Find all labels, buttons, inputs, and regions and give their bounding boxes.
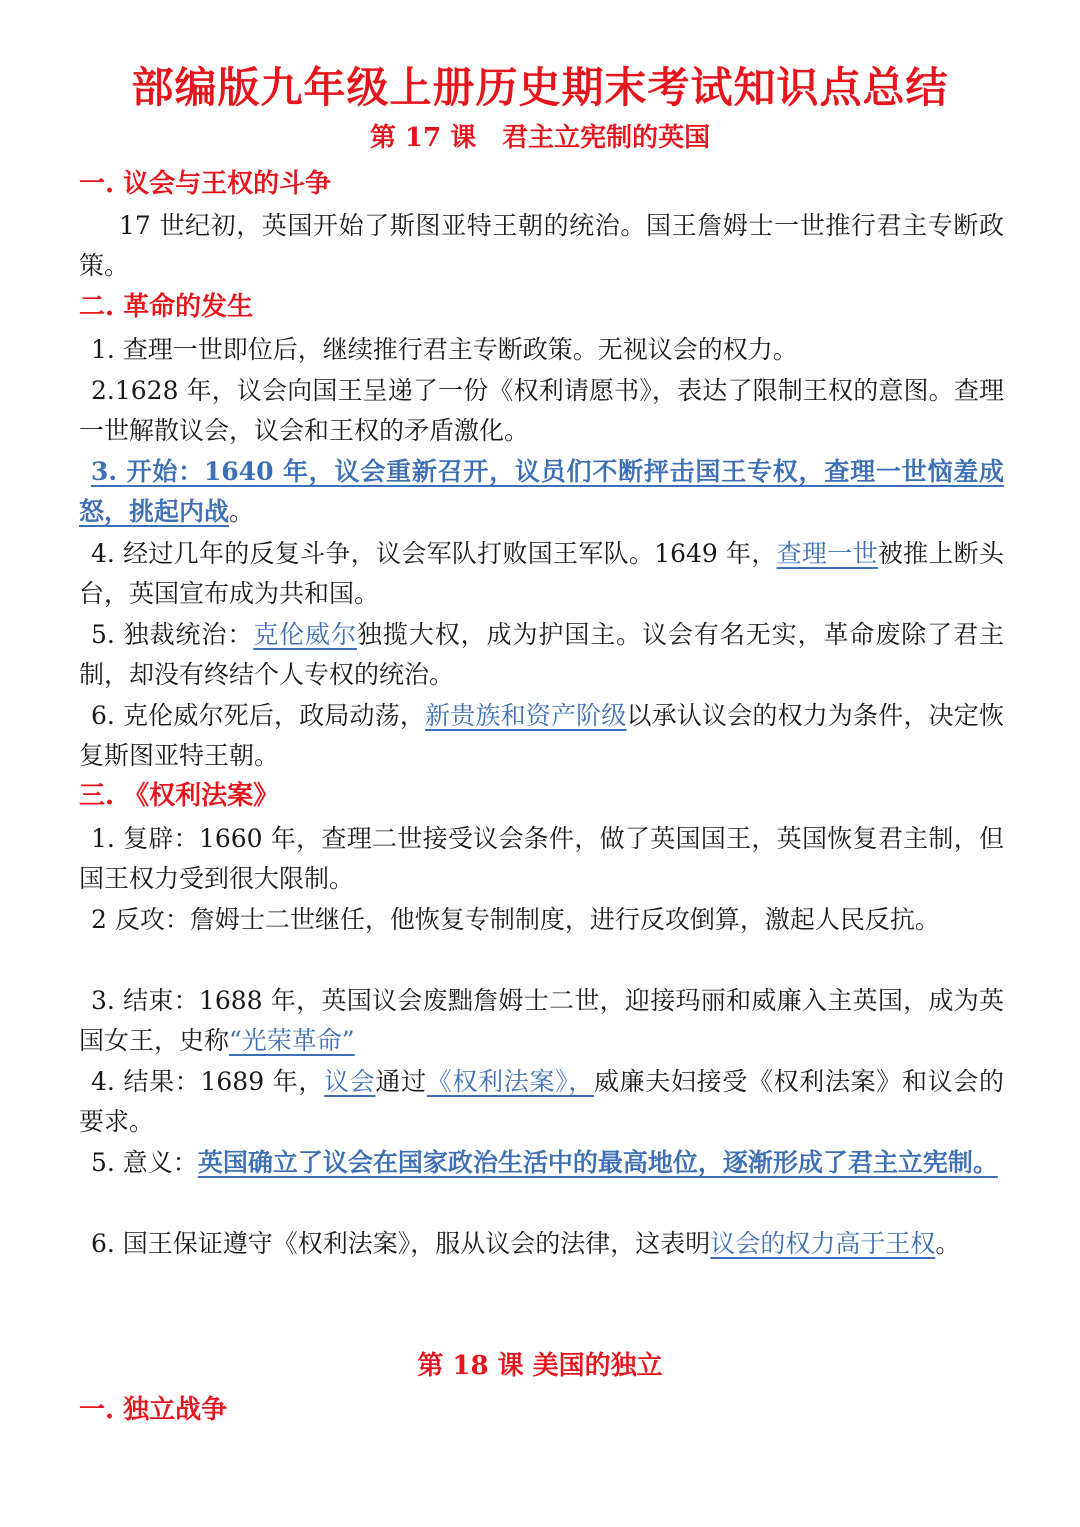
highlight-text: “光荣革命” bbox=[229, 1026, 355, 1055]
lesson-18-title: 第 18 课 美国的独立 bbox=[417, 1351, 663, 1381]
section-2-item-6: 6. 克伦威尔死后，政局动荡，新贵族和资产阶级以承认议会的权力为条件，决定恢复斯图亚特王朝。 bbox=[79, 701, 1004, 770]
section-2-item-4: 4. 经过几年的反复斗争，议会军队打败国王军队。1649 年，查理一世被推上断头台，英国宣布成为共和国。 bbox=[79, 539, 1004, 608]
section-3-item-4: 4. 结果：1689 年，议会通过《权利法案》，威廉夫妇接受《权利法案》和议会的要求。 bbox=[79, 1067, 1004, 1136]
highlight-text: 议会 bbox=[324, 1067, 376, 1096]
section-1-heading: 一. 议会与王权的斗争 bbox=[79, 169, 332, 199]
highlight-text: 新贵族和资产阶级 bbox=[425, 701, 627, 730]
section-2-item-3: 3. 开始：1640 年，议会重新召开，议员们不断抨击国王专权，查理一世恼羞成怒，挑起内战。 bbox=[79, 457, 1004, 526]
section-3-item-3: 3. 结束：1688 年，英国议会废黜詹姆士二世，迎接玛丽和威廉入主英国，成为英国女王，史称“光荣革命” bbox=[79, 986, 1004, 1055]
highlight-text: 查理一世 bbox=[776, 539, 878, 568]
page-title: 部编版九年级上册历史期末考试知识点总结 bbox=[131, 63, 949, 112]
section-3-item-2: 2 反攻：詹姆士二世继任，他恢复专制制度，进行反攻倒算，激起人民反抗。 bbox=[91, 905, 940, 934]
section-2-heading: 二. 革命的发生 bbox=[79, 292, 254, 322]
section-2-item-5: 5. 独裁统治：克伦威尔独揽大权，成为护国主。议会有名无实，革命废除了君主制，却没有终结个人专权的统治。 bbox=[79, 620, 1004, 689]
section-3-item-6: 6. 国王保证遵守《权利法案》，服从议会的法律，这表明议会的权力高于王权。 bbox=[91, 1229, 961, 1258]
section-3-item-5: 5. 意义：英国确立了议会在国家政治生活中的最高地位，逐渐形成了君主立宪制。 bbox=[91, 1148, 998, 1177]
lesson-17-title: 第 17 课 君主立宪制的英国 bbox=[369, 123, 711, 153]
section-2-item-1: 1. 查理一世即位后，继续推行君主专断政策。无视议会的权力。 bbox=[91, 335, 798, 364]
highlight-text: 《权利法案》， bbox=[426, 1067, 594, 1096]
section-3-heading: 三. 《权利法案》 bbox=[79, 781, 280, 811]
highlight-text: 英国确立了议会在国家政治生活中的最高地位，逐渐形成了君主立宪制。 bbox=[197, 1148, 998, 1177]
section-1-paragraph-1: 17 世纪初，英国开始了斯图亚特王朝的统治。国王詹姆士一世推行君主专断政策。 bbox=[79, 211, 1004, 280]
section-2-item-2: 2.1628 年，议会向国王呈递了一份《权利请愿书》，表达了限制王权的意图。查理一世解散议会，议会和王权的矛盾激化。 bbox=[79, 376, 1004, 445]
lesson-18-section-1-heading: 一. 独立战争 bbox=[79, 1395, 228, 1425]
section-3-item-1: 1. 复辟：1660 年，查理二世接受议会条件，做了英国国王，英国恢复君主制，但国王权力受到很大限制。 bbox=[79, 824, 1004, 893]
highlight-text: 议会的权力高于王权 bbox=[710, 1229, 936, 1258]
highlight-text: 3. 开始：1640 年，议会重新召开，议员们不断抨击国王专权，查理一世恼羞成怒，挑起内战 bbox=[79, 457, 1004, 526]
highlight-text: 克伦威尔 bbox=[253, 620, 357, 649]
